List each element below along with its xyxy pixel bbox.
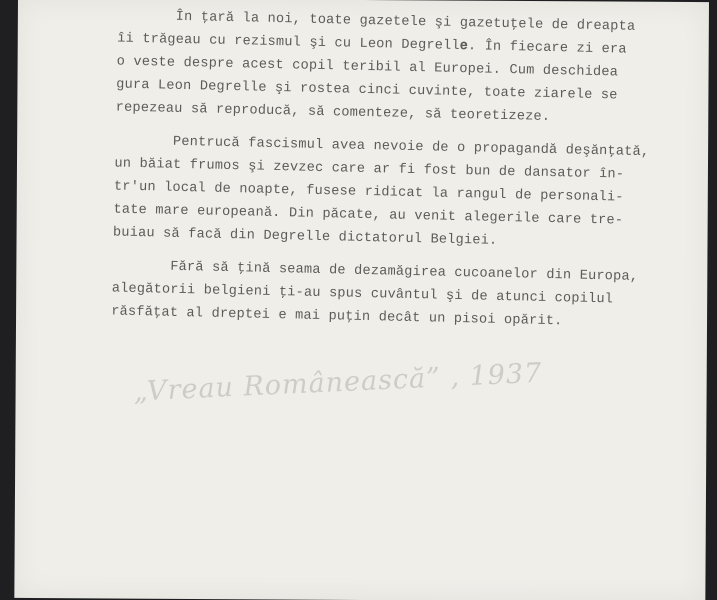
text-line: gura Leon Degrelle şi rostea cinci cuvinte, toate ziarele se: [116, 77, 618, 104]
text-line: un băiat frumos şi zevzec care ar fi fost bun de dansator în-: [114, 156, 625, 183]
text-line: Pentrucă fascismul avea nevoie de o propagandă deşănţată,: [172, 134, 650, 161]
text-line: răsfăţat al dreptei e mai puţin decât un pisoi opărit.: [111, 304, 563, 330]
text-line: alegătorii belgieni ţi-au spus cuvântul şi de atunci copilul: [111, 281, 614, 308]
text-line: îi trăgeau cu rezismul şi cu Leon Degrell𝐞. În fiecare zi era: [117, 31, 627, 58]
text-line: tate mare europeană. Din păcate, au venit alegerile care tre-: [113, 202, 624, 229]
typewritten-text: [111, 5, 678, 336]
text-line: tr'un local de noapte, fusese ridicat la rangul de personali-: [113, 179, 624, 206]
text-line: Fără să ţină seama de dezamăgirea cucoanelor din Europa,: [170, 259, 639, 285]
typed-page: [14, 0, 709, 600]
text-line: În ţară la noi, toate gazetele şi gazetuţele de dreapta: [175, 9, 636, 35]
paragraph-3: [111, 254, 672, 335]
handwritten-source-note: „Vreau Românească” , 1937: [132, 357, 543, 408]
paragraph-2: [113, 129, 675, 256]
paragraph-1: [115, 5, 677, 132]
text-line: repezeau să reproducă, să comenteze, să teoretizeze.: [115, 100, 551, 125]
text-line: o veste despre acest copil teribil al Europei. Cum deschidea: [116, 54, 619, 81]
text-line: buiau să facă din Degrelle dictatorul Belgiei.: [112, 225, 498, 249]
